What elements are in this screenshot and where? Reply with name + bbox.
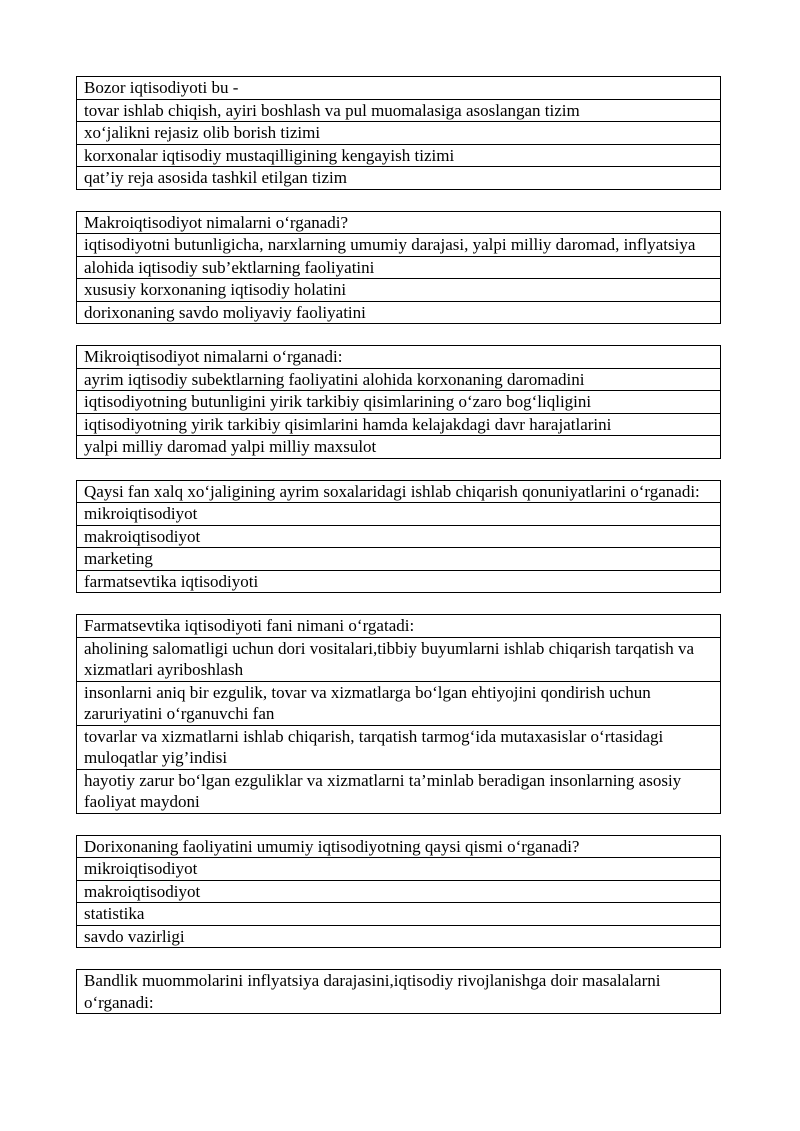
- question-table: [76, 211, 721, 325]
- answer-option: makroiqtisodiyot: [77, 525, 721, 548]
- answer-option: xususiy korxonaning iqtisodiy holatini: [77, 279, 721, 302]
- answer-option: makroiqtisodiyot: [77, 880, 721, 903]
- question-text: Bozor iqtisodiyoti bu -: [77, 77, 721, 100]
- answer-option: yalpi milliy daromad yalpi milliy maxsulot: [77, 436, 721, 459]
- document-page: [76, 76, 721, 1035]
- question-text: Dorixonaning faoliyatini umumiy iqtisodiyotning qaysi qismi o‘rganadi?: [77, 835, 721, 858]
- answer-option: iqtisodiyotni butunligicha, narxlarning umumiy darajasi, yalpi milliy daromad, inflyatsiya: [77, 234, 721, 257]
- question-table: [76, 614, 721, 814]
- answer-option: savdo vazirligi: [77, 925, 721, 948]
- answer-option: farmatsevtika iqtisodiyoti: [77, 570, 721, 593]
- answer-option: iqtisodiyotning butunligini yirik tarkibiy qisimlarining o‘zaro bog‘liqligini: [77, 391, 721, 414]
- question-table: [76, 969, 721, 1014]
- answer-option: insonlarni aniq bir ezgulik, tovar va xizmatlarga bo‘lgan ehtiyojini qondirish uchun zaruriyatini o‘rganuvchi fan: [77, 681, 721, 725]
- answer-option: hayotiy zarur bo‘lgan ezguliklar va xizmatlarni ta’minlab beradigan insonlarning asosiy faoliyat maydoni: [77, 769, 721, 813]
- answer-option: statistika: [77, 903, 721, 926]
- question-text: Makroiqtisodiyot nimalarni o‘rganadi?: [77, 211, 721, 234]
- question-table: [76, 345, 721, 459]
- answer-option: aholining salomatligi uchun dori vositalari,tibbiy buyumlarni ishlab chiqarish tarqatish va xizmatlari ayriboshlash: [77, 637, 721, 681]
- answer-option: alohida iqtisodiy sub’ektlarning faoliyatini: [77, 256, 721, 279]
- answer-option: dorixonaning savdo moliyaviy faoliyatini: [77, 301, 721, 324]
- answer-option: tovarlar va xizmatlarni ishlab chiqarish, tarqatish tarmog‘ida mutaxasislar o‘rtasidagi muloqatlar yig’indisi: [77, 725, 721, 769]
- answer-option: korxonalar iqtisodiy mustaqilligining kengayish tizimi: [77, 144, 721, 167]
- question-table: [76, 76, 721, 190]
- question-text: Qaysi fan xalq xo‘jaligining ayrim soxalaridagi ishlab chiqarish qonuniyatlarini o‘rganadi:: [77, 480, 721, 503]
- question-table: [76, 480, 721, 594]
- answer-option: ayrim iqtisodiy subektlarning faoliyatini alohida korxonaning daromadini: [77, 368, 721, 391]
- answer-option: marketing: [77, 548, 721, 571]
- answer-option: mikroiqtisodiyot: [77, 503, 721, 526]
- answer-option: iqtisodiyotning yirik tarkibiy qisimlarini hamda kelajakdagi davr harajatlarini: [77, 413, 721, 436]
- question-text: Bandlik muommolarini inflyatsiya darajasini,iqtisodiy rivojlanishga doir masalalarni o‘rganadi:: [77, 970, 721, 1014]
- answer-option: tovar ishlab chiqish, ayiri boshlash va pul muomalasiga asoslangan tizim: [77, 99, 721, 122]
- question-text: Farmatsevtika iqtisodiyoti fani nimani o‘rgatadi:: [77, 615, 721, 638]
- question-table: [76, 835, 721, 949]
- answer-option: mikroiqtisodiyot: [77, 858, 721, 881]
- answer-option: xo‘jalikni rejasiz olib borish tizimi: [77, 122, 721, 145]
- answer-option: qat’iy reja asosida tashkil etilgan tizim: [77, 167, 721, 190]
- question-text: Mikroiqtisodiyot nimalarni o‘rganadi:: [77, 346, 721, 369]
